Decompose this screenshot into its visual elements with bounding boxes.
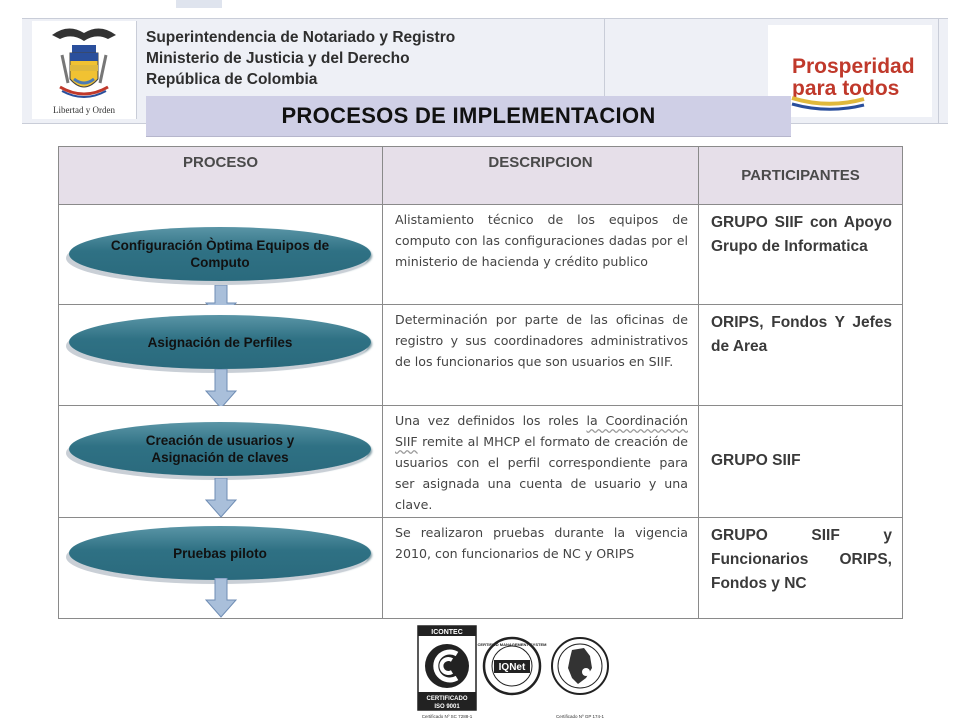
- descripcion-text-1: Una vez definidos los roles: [395, 413, 587, 428]
- page-title: PROCESOS DE IMPLEMENTACION: [281, 103, 656, 128]
- icontec-label: ICONTEC: [431, 629, 463, 636]
- proceso-cell: [59, 305, 383, 406]
- entity-line-3: República de Colombia: [146, 71, 318, 88]
- seal-caption: Libertad y Orden: [53, 105, 115, 115]
- table-row: [59, 518, 903, 619]
- certification-logos: [416, 622, 614, 720]
- iso-label: ISO 9001: [434, 704, 460, 710]
- iqnet-ring-text: CERTIFIED MANAGEMENT SYSTEM: [477, 642, 547, 647]
- participantes-cell: GRUPO SIIF y Funcionarios ORIPS, Fondos y NC: [699, 518, 903, 619]
- entity-line-2: Ministerio de Justicia y del Derecho: [146, 50, 410, 67]
- colombia-seal: [32, 21, 137, 119]
- proceso-label: Creación de usuarios y Asignación de claves: [145, 433, 295, 465]
- header-proceso: PROCESO: [59, 147, 383, 205]
- proceso-cell: [59, 518, 383, 619]
- title-band: [146, 96, 791, 136]
- prosperidad-logo: [768, 25, 932, 117]
- down-arrow-icon: [205, 478, 237, 518]
- header-participantes: PARTICIPANTES: [699, 147, 903, 205]
- down-arrow-icon: [205, 369, 237, 409]
- entity-name-block: [146, 27, 455, 90]
- proceso-cell: [59, 205, 383, 305]
- proceso-cell: [59, 406, 383, 518]
- process-ellipse: [69, 422, 371, 476]
- colombia-map-seal: [552, 638, 608, 719]
- descripcion-cell: Determinación por parte de las oficinas de registro y sus coordinadores administrativos de los funcionarios que son usuarios en SIIF.: [383, 305, 699, 406]
- table-row: [59, 305, 903, 406]
- header-descripcion: DESCRIPCION: [383, 147, 699, 205]
- participantes-cell: GRUPO SIIF: [699, 406, 903, 518]
- iqnet-logo: [478, 638, 548, 694]
- header-divider-right: [938, 19, 939, 123]
- cert-number-2: Certificado Nº GP 174-1: [555, 714, 605, 719]
- icontec-logo: [418, 626, 476, 719]
- descripcion-cell: Se realizaron pruebas durante la vigencia 2010, con funcionarios de NC y ORIPS: [383, 518, 699, 619]
- table-row: [59, 406, 903, 518]
- slogan-line-2: para todos: [792, 77, 900, 100]
- proceso-label: Pruebas piloto: [173, 545, 267, 561]
- certificado-label: CERTIFICADO: [426, 696, 468, 702]
- participantes-cell: GRUPO SIIF con Apoyo Grupo de Informatica: [699, 205, 903, 305]
- descripcion-cell: Alistamiento técnico de los equipos de computo con las configuraciones dadas por el ministerio de hacienda y crédito publico: [383, 205, 699, 305]
- descripcion-text-2: remite al MHCP el formato de creación de usuarios con el perfil correspondiente para ser asignada una cuenta de usuario y una clave.: [395, 434, 688, 512]
- process-ellipse: [69, 315, 371, 369]
- proceso-label: Configuración Òptima Equipos de Computo: [110, 238, 330, 270]
- top-tab-decoration: [176, 0, 222, 8]
- process-ellipse: [69, 227, 371, 281]
- process-table: [58, 146, 903, 619]
- descripcion-text-spellcheck: la Coordinación SIIF: [395, 413, 688, 449]
- cert-number-1: Certificado Nº SC 7288-1: [421, 714, 473, 719]
- iqnet-label: IQNet: [498, 662, 526, 673]
- table-header-row: [59, 147, 903, 205]
- proceso-label: Asignación de Perfiles: [147, 334, 293, 350]
- down-arrow-icon: [205, 578, 237, 618]
- table-row: [59, 205, 903, 305]
- descripcion-cell: [383, 406, 699, 518]
- participantes-cell: ORIPS, Fondos Y Jefes de Area: [699, 305, 903, 406]
- slogan-line-1: Prosperidad: [792, 55, 915, 78]
- process-ellipse: [69, 526, 371, 580]
- entity-line-1: Superintendencia de Notariado y Registro: [146, 29, 456, 46]
- coat-of-arms-icon: [32, 21, 136, 119]
